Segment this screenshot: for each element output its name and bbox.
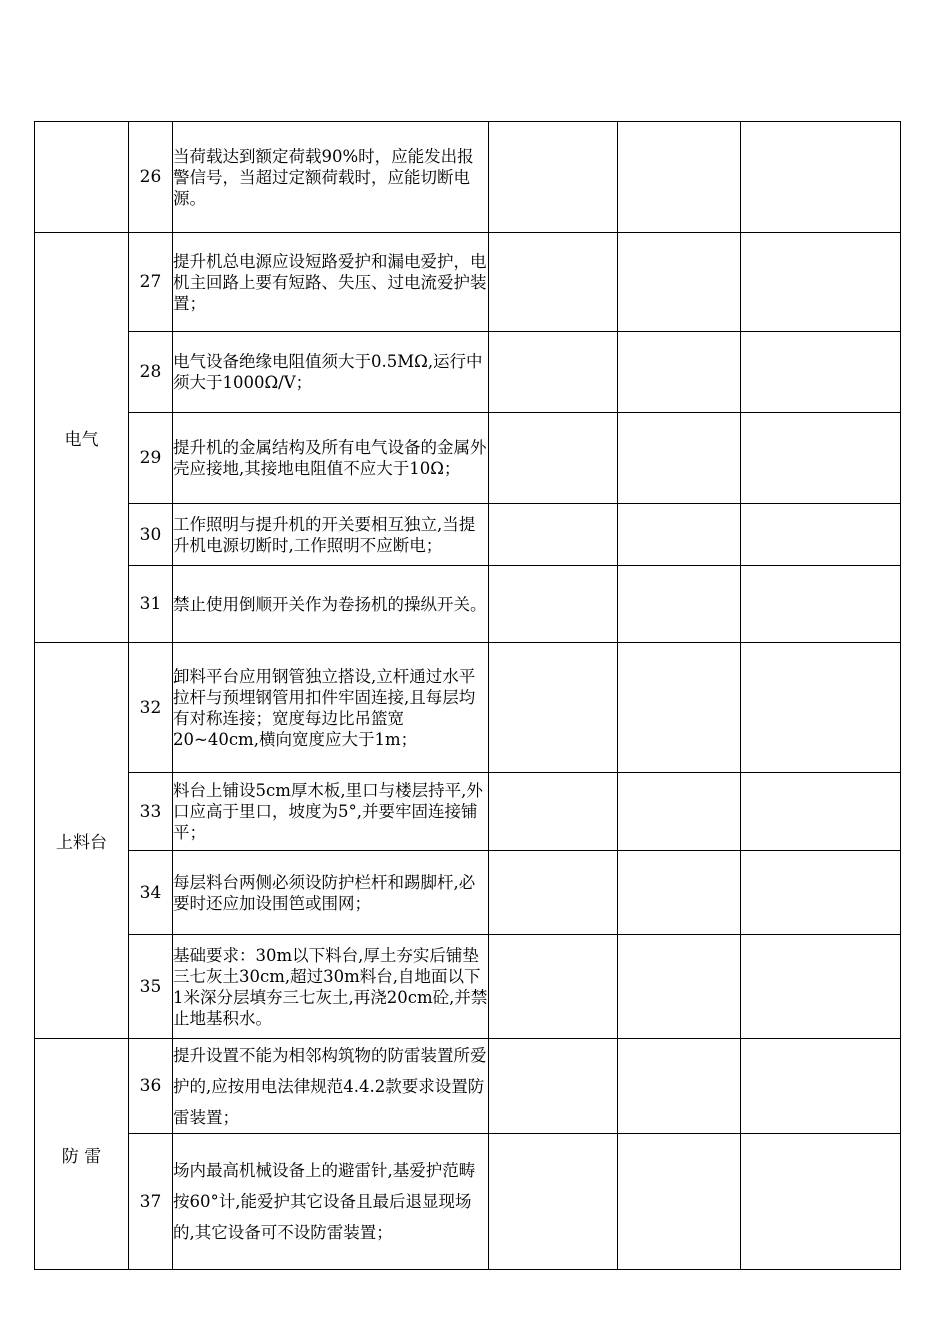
item-number: 30	[129, 504, 173, 566]
inspection-table	[34, 121, 901, 1270]
item-requirement: 当荷载达到额定荷载90%时，应能发出报警信号，当超过定额荷载时，应能切断电源。	[173, 122, 489, 233]
check-status-cell[interactable]	[618, 935, 741, 1039]
table-row	[35, 504, 901, 566]
category-cell	[35, 122, 129, 233]
item-requirement: 提升机总电源应设短路爱护和漏电爱护，电机主回路上要有短路、失压、过电流爱护装置；	[173, 233, 489, 332]
check-status-cell[interactable]	[618, 233, 741, 332]
remarks-cell[interactable]	[741, 122, 901, 233]
check-status-cell[interactable]	[618, 851, 741, 935]
item-number: 36	[129, 1039, 173, 1134]
remarks-cell[interactable]	[741, 1039, 901, 1134]
remarks-cell[interactable]	[741, 1134, 901, 1270]
item-number: 28	[129, 332, 173, 413]
check-status-cell[interactable]	[618, 413, 741, 504]
table-row	[35, 851, 901, 935]
table-row	[35, 413, 901, 504]
category-cell-lightning-protection: 防 雷	[35, 1039, 129, 1270]
check-status-cell[interactable]	[618, 643, 741, 773]
item-requirement: 料台上铺设5cm厚木板,里口与楼层持平,外口应高于里口，坡度为5°,并要牢固连接铺平；	[173, 773, 489, 851]
item-number: 29	[129, 413, 173, 504]
item-number: 35	[129, 935, 173, 1039]
check-result-cell[interactable]	[489, 233, 618, 332]
check-result-cell[interactable]	[489, 773, 618, 851]
table-row	[35, 643, 901, 773]
check-result-cell[interactable]	[489, 1134, 618, 1270]
table-row	[35, 332, 901, 413]
item-requirement: 每层料台两侧必须设防护栏杆和踢脚杆,必要时还应加设围笆或围网；	[173, 851, 489, 935]
table-row	[35, 1039, 901, 1134]
remarks-cell[interactable]	[741, 851, 901, 935]
remarks-cell[interactable]	[741, 566, 901, 643]
check-result-cell[interactable]	[489, 851, 618, 935]
table-row	[35, 566, 901, 643]
item-requirement: 基础要求：30m以下料台,厚土夯实后铺垫三七灰土30cm,超过30m料台,自地面以下1米深分层填夯三七灰土,再浇20cm砼,并禁止地基积水。	[173, 935, 489, 1039]
check-result-cell[interactable]	[489, 413, 618, 504]
table-row	[35, 1134, 901, 1270]
remarks-cell[interactable]	[741, 935, 901, 1039]
item-requirement: 工作照明与提升机的开关要相互独立,当提升机电源切断时,工作照明不应断电；	[173, 504, 489, 566]
item-requirement: 场内最高机械设备上的避雷针,基爱护范畴按60°计,能爱护其它设备且最后退显现场的,其它设备可不设防雷装置；	[173, 1134, 489, 1270]
remarks-cell[interactable]	[741, 643, 901, 773]
table-row	[35, 935, 901, 1039]
remarks-cell[interactable]	[741, 413, 901, 504]
check-result-cell[interactable]	[489, 1039, 618, 1134]
category-cell-loading-platform: 上料台	[35, 643, 129, 1039]
check-result-cell[interactable]	[489, 566, 618, 643]
item-requirement: 禁止使用倒顺开关作为卷扬机的操纵开关。	[173, 566, 489, 643]
check-status-cell[interactable]	[618, 332, 741, 413]
item-requirement: 提升设置不能为相邻构筑物的防雷装置所爱护的,应按用电法律规范4.4.2款要求设置防雷装置；	[173, 1039, 489, 1134]
item-number: 31	[129, 566, 173, 643]
item-number: 27	[129, 233, 173, 332]
check-result-cell[interactable]	[489, 332, 618, 413]
item-number: 32	[129, 643, 173, 773]
check-status-cell[interactable]	[618, 504, 741, 566]
remarks-cell[interactable]	[741, 773, 901, 851]
item-number: 33	[129, 773, 173, 851]
check-status-cell[interactable]	[618, 1039, 741, 1134]
item-requirement: 卸料平台应用钢管独立搭设,立杆通过水平拉杆与预埋钢管用扣件牢固连接,且每层均有对称连接；宽度每边比吊篮宽20~40cm,横向宽度应大于1m；	[173, 643, 489, 773]
check-result-cell[interactable]	[489, 643, 618, 773]
item-requirement: 提升机的金属结构及所有电气设备的金属外壳应接地,其接地电阻值不应大于10Ω；	[173, 413, 489, 504]
check-status-cell[interactable]	[618, 1134, 741, 1270]
item-requirement: 电气设备绝缘电阻值须大于0.5MΩ,运行中须大于1000Ω/V；	[173, 332, 489, 413]
category-cell-electrical: 电气	[35, 233, 129, 643]
remarks-cell[interactable]	[741, 233, 901, 332]
check-result-cell[interactable]	[489, 935, 618, 1039]
item-number: 34	[129, 851, 173, 935]
check-result-cell[interactable]	[489, 504, 618, 566]
item-number: 37	[129, 1134, 173, 1270]
check-result-cell[interactable]	[489, 122, 618, 233]
check-status-cell[interactable]	[618, 566, 741, 643]
table-row	[35, 233, 901, 332]
table-row	[35, 122, 901, 233]
item-number: 26	[129, 122, 173, 233]
remarks-cell[interactable]	[741, 332, 901, 413]
table-row	[35, 773, 901, 851]
remarks-cell[interactable]	[741, 504, 901, 566]
check-status-cell[interactable]	[618, 122, 741, 233]
check-status-cell[interactable]	[618, 773, 741, 851]
